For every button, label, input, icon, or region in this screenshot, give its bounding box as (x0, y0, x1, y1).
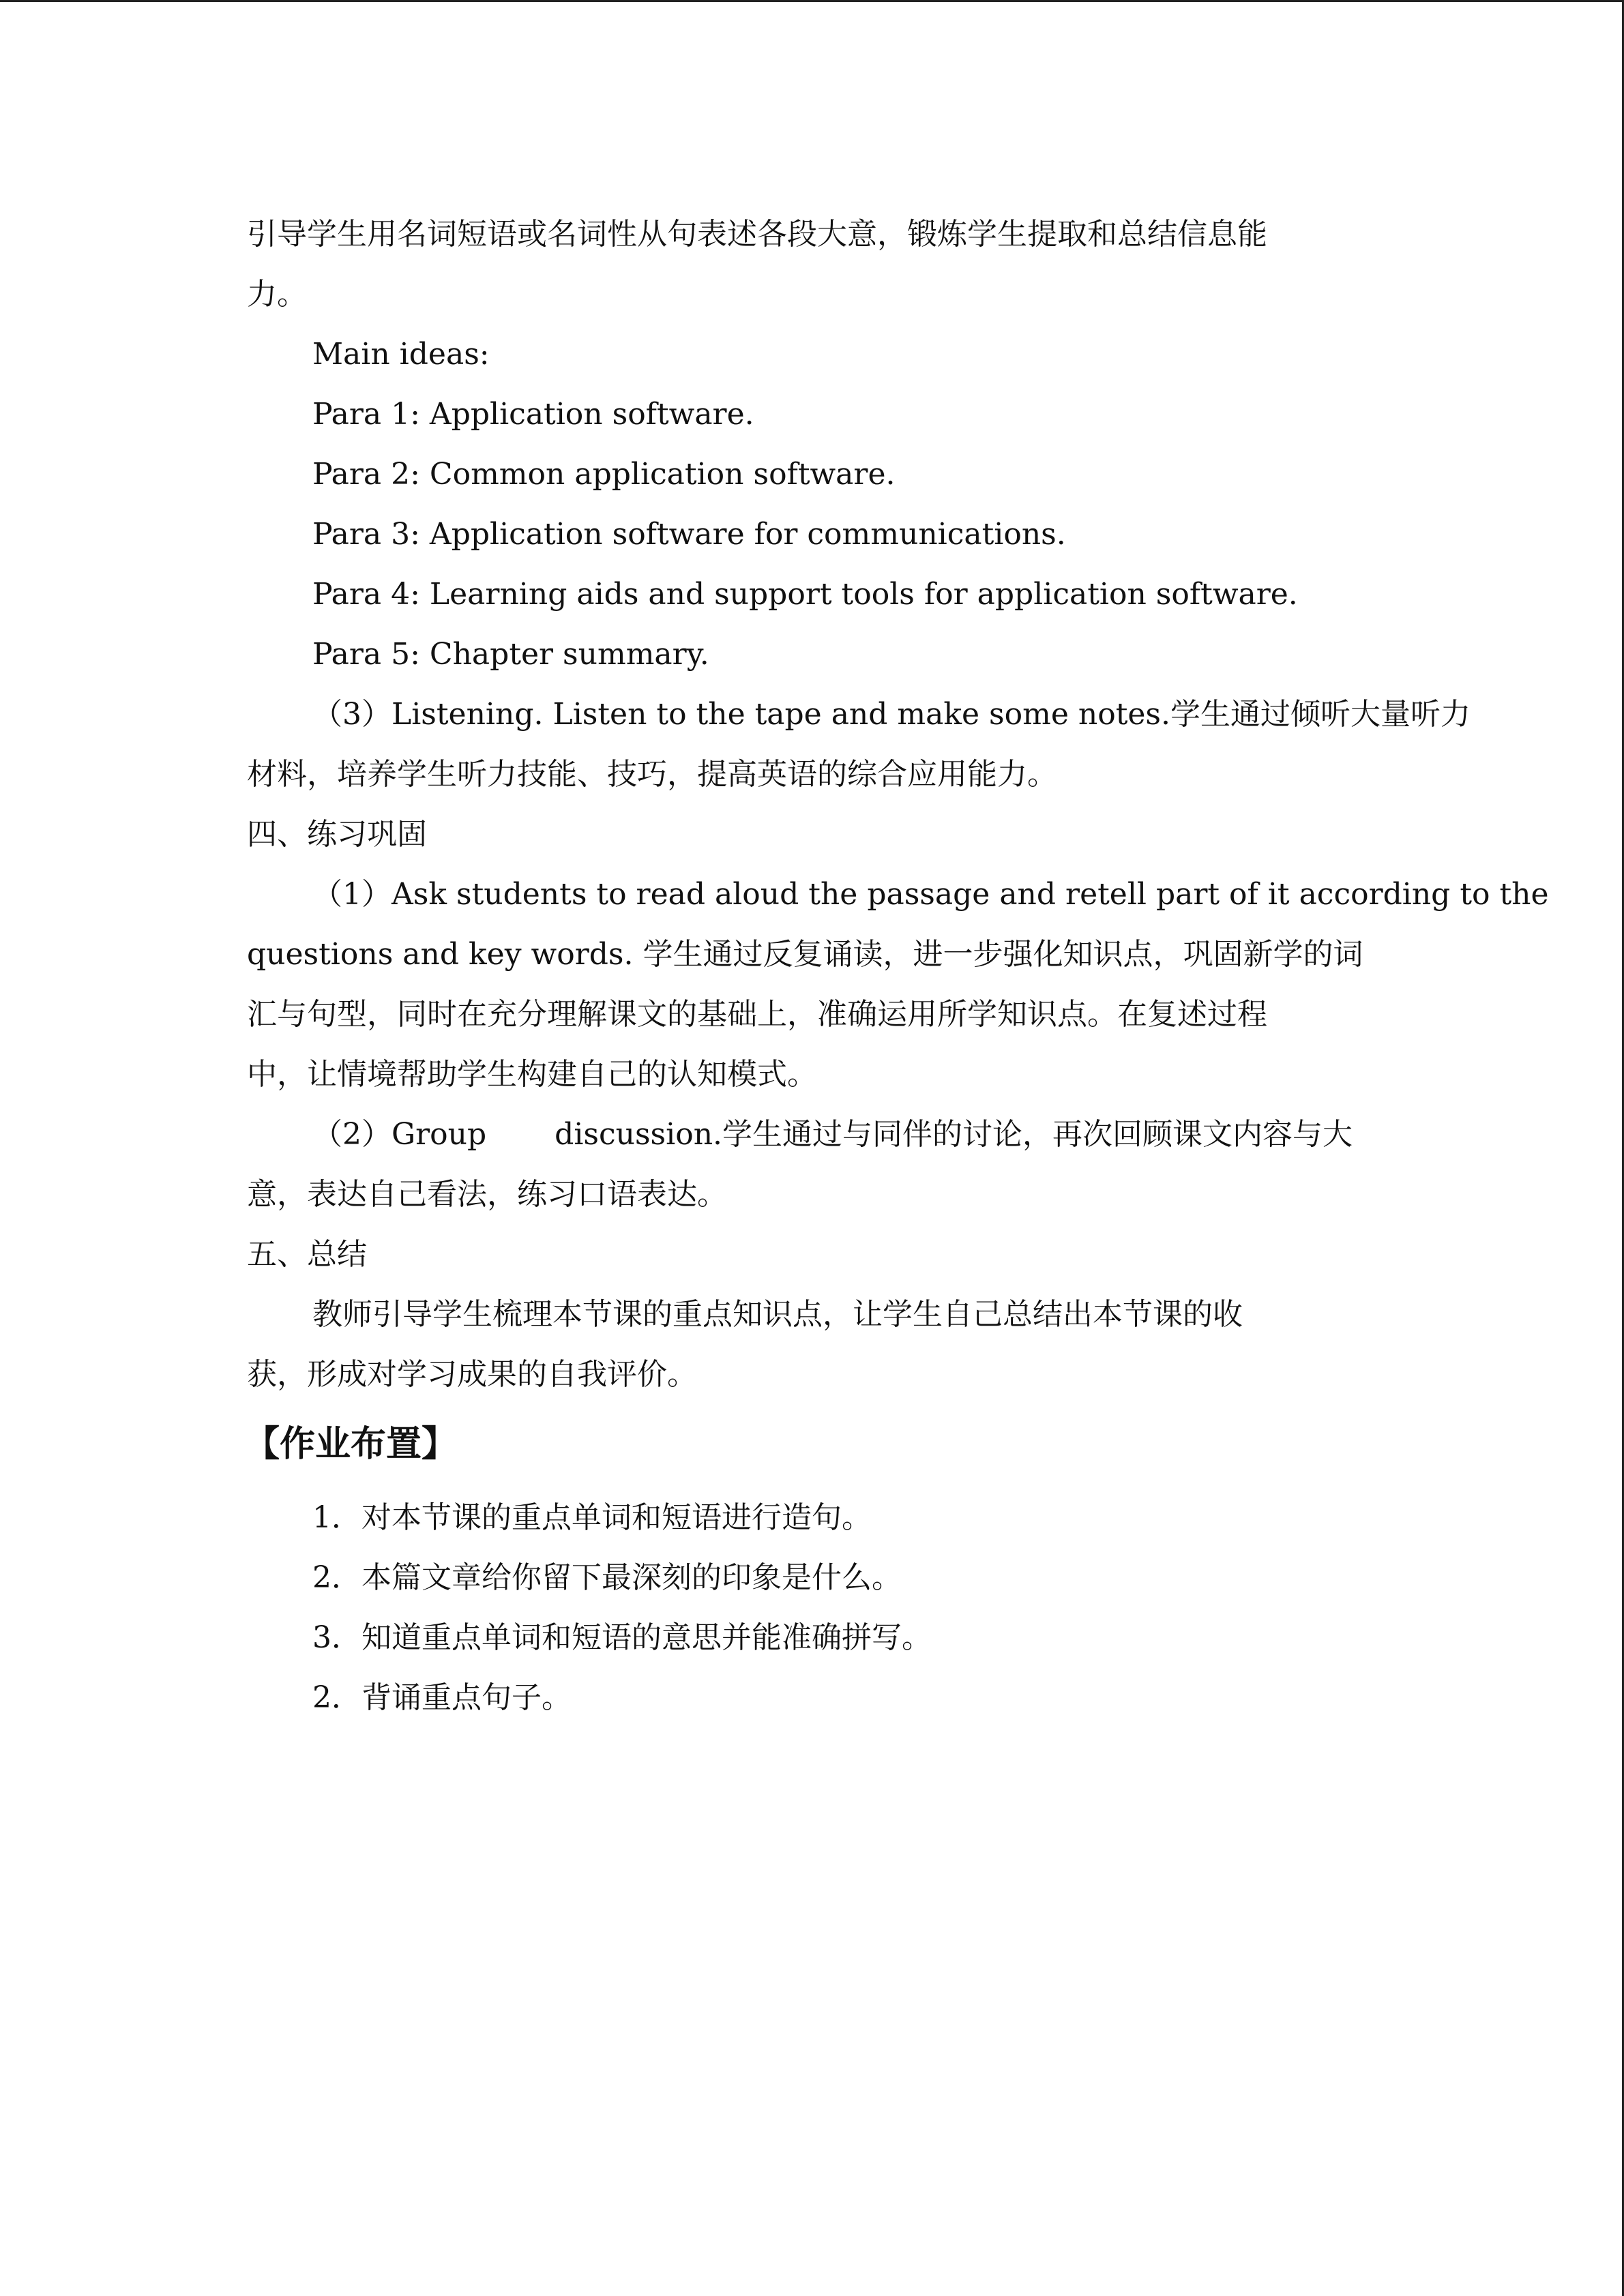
practice-2-line-1 (247, 1105, 1379, 1165)
practice-2-line-2: 意，表达自己看法，练习口语表达。 (247, 1177, 727, 1212)
intro-line-2: 力。 (247, 277, 307, 312)
practice-1-line-4: 中，让情境帮助学生构建自己的认知模式。 (247, 1057, 817, 1092)
section-5-title: 五、总结 (247, 1237, 367, 1272)
homework-item: 2．本篇文章给你留下最深刻的印象是什么。 (312, 1560, 902, 1595)
summary-line-2: 获，形成对学习成果的自我评价。 (247, 1357, 697, 1392)
main-ideas-label: Main ideas: (312, 337, 490, 372)
page-top-border (0, 0, 1624, 2)
para-5-idea: Para 5: Chapter summary. (312, 637, 709, 672)
homework-item: 3．知道重点单词和短语的意思并能准确拼写。 (312, 1620, 932, 1655)
summary-line-1: 教师引导学生梳理本节课的重点知识点，让学生自己总结出本节课的收 (312, 1297, 1243, 1332)
practice-1-line-3: 汇与句型，同时在充分理解课文的基础上，准确运用所学知识点。在复述过程 (247, 997, 1267, 1032)
section-4-title: 四、练习巩固 (247, 817, 427, 852)
practice-1-line-2: questions and key words. 学生通过反复诵读，进一步强化知识点，巩固新学的词 (247, 937, 1363, 972)
homework-list (247, 1488, 1379, 1728)
document-body (244, 205, 1549, 1728)
para-3-idea: Para 3: Application software for communications. (312, 517, 1066, 552)
para-2-idea: Para 2: Common application software. (312, 457, 896, 492)
practice-2-label: （2）Group (312, 1117, 487, 1152)
homework-item: 2．背诵重点句子。 (312, 1680, 572, 1715)
para-4-idea: Para 4: Learning aids and support tools for application software. (312, 577, 1298, 612)
intro-line-1: 引导学生用名词短语或名词性从句表述各段大意，锻炼学生提取和总结信息能 (247, 217, 1267, 252)
listening-line-1: （3）Listening. Listen to the tape and make some notes.学生通过倾听大量听力 (312, 697, 1471, 732)
practice-2-text: discussion.学生通过与同伴的讨论，再次回顾课文内容与大 (555, 1117, 1353, 1152)
listening-line-2: 材料，培养学生听力技能、技巧，提高英语的综合应用能力。 (247, 757, 1057, 792)
homework-heading: 【作业布置】 (244, 1424, 458, 1465)
homework-item: 1．对本节课的重点单词和短语进行造句。 (312, 1500, 872, 1535)
para-1-idea: Para 1: Application software. (312, 397, 754, 432)
practice-1-line-1: （1）Ask students to read aloud the passage and retell part of it according to the (312, 877, 1549, 912)
